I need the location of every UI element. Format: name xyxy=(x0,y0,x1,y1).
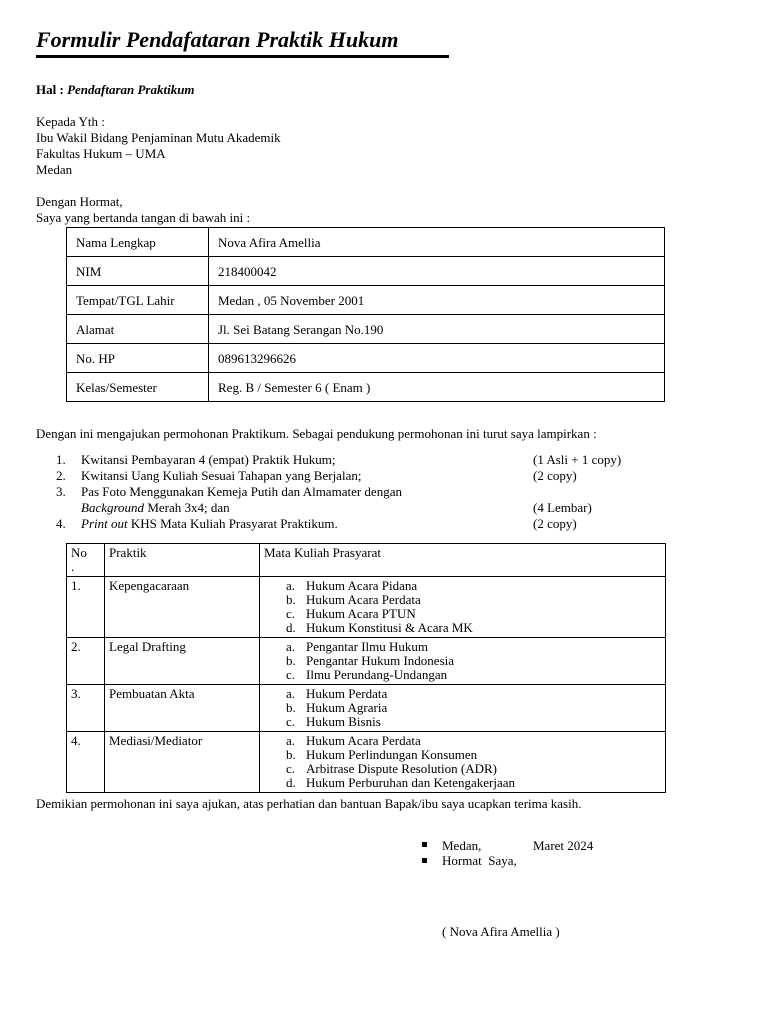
list-letter: b. xyxy=(286,747,296,762)
table-row xyxy=(67,685,666,732)
list-item xyxy=(264,668,665,682)
prerequisite-course: Hukum Agraria xyxy=(306,700,388,715)
praktik-number: 2. xyxy=(67,638,105,685)
list-letter: c. xyxy=(286,761,296,776)
signature-place: Medan, xyxy=(442,838,482,853)
prerequisite-course: Hukum Bisnis xyxy=(306,714,381,729)
closing-text: Demikian permohonan ini saya ajukan, atas perhatian dan bantuan Bapak/ibu saya ucapkan terima kasih. xyxy=(36,796,582,811)
praktik-number: 3. xyxy=(67,685,105,732)
salutation: Dengan Hormat, xyxy=(36,194,123,209)
page-title: Formulir Pendafataran Praktik Hukum xyxy=(36,27,399,52)
list-item xyxy=(264,607,665,621)
recipient-line: Medan xyxy=(36,162,73,177)
table-row xyxy=(67,373,665,402)
subject-value: Pendaftaran Praktikum xyxy=(67,82,195,97)
attachment-count: (2 copy) xyxy=(533,468,577,483)
praktik-name: Kepengacaraan xyxy=(105,577,260,638)
attachment-text-italic: Print out xyxy=(81,516,128,531)
prerequisite-list xyxy=(260,577,666,638)
prerequisite-course: Hukum Acara Perdata xyxy=(306,592,421,607)
table-row xyxy=(67,344,665,373)
praktik-number: 1. xyxy=(67,577,105,638)
signature-regards: Hormat Saya, xyxy=(442,853,517,868)
signer-name: Nova Afira Amellia xyxy=(449,924,553,939)
list-letter: b. xyxy=(286,592,296,607)
list-letter: c. xyxy=(286,667,296,682)
list-letter: d. xyxy=(286,620,296,635)
attachment-text: Merah 3x4; dan xyxy=(144,500,230,515)
prerequisite-course: Hukum Acara PTUN xyxy=(306,606,416,621)
prerequisite-course: Hukum Konstitusi & Acara MK xyxy=(306,620,473,635)
bullet-icon xyxy=(422,842,427,847)
attachment-text: Kwitansi Uang Kuliah Sesuai Tahapan yang Berjalan; xyxy=(81,468,362,483)
identity-value: Jl. Sei Batang Serangan No.190 xyxy=(209,315,665,344)
identity-table xyxy=(66,227,665,402)
list-item xyxy=(264,762,665,776)
attachment-text-italic: Background xyxy=(81,500,145,515)
attachment-number: 1. xyxy=(56,452,66,467)
prerequisite-course: Pengantar Hukum Indonesia xyxy=(306,653,455,668)
list-letter: c. xyxy=(286,714,296,729)
prerequisite-course: Ilmu Perundang-Undangan xyxy=(306,667,448,682)
identity-label: No. HP xyxy=(67,344,209,373)
list-letter: a. xyxy=(286,578,296,593)
praktik-name: Legal Drafting xyxy=(105,638,260,685)
prerequisite-course: Hukum Perburuhan dan Ketengakerjaan xyxy=(306,775,516,790)
list-letter: d. xyxy=(286,775,296,790)
title-underline xyxy=(36,55,449,58)
attachment-number: 4. xyxy=(56,516,66,531)
column-header-mata-kuliah: Mata Kuliah Prasyarat xyxy=(260,544,666,577)
attachment-count: (1 Asli + 1 copy) xyxy=(533,452,622,467)
table-row xyxy=(67,638,666,685)
list-letter: c. xyxy=(286,606,296,621)
identity-value: Reg. B / Semester 6 ( Enam ) xyxy=(209,373,665,402)
intro-text: Saya yang bertanda tangan di bawah ini : xyxy=(36,210,251,225)
list-item xyxy=(264,701,665,715)
list-letter: a. xyxy=(286,639,296,654)
prerequisite-list xyxy=(260,732,666,793)
prerequisite-course: Arbitrase Dispute Resolution (ADR) xyxy=(306,761,498,776)
identity-value: 089613296626 xyxy=(209,344,665,373)
list-letter: b. xyxy=(286,653,296,668)
column-header-no: No . xyxy=(67,544,105,577)
recipient-greeting: Kepada Yth : xyxy=(36,114,105,129)
praktik-name: Pembuatan Akta xyxy=(105,685,260,732)
list-item xyxy=(264,715,665,729)
list-item xyxy=(264,579,665,593)
attachment-text: Kwitansi Pembayaran 4 (empat) Praktik Hukum; xyxy=(81,452,336,467)
prerequisite-course: Hukum Perdata xyxy=(306,686,388,701)
list-item xyxy=(264,748,665,762)
prerequisite-course: Pengantar Ilmu Hukum xyxy=(306,639,429,654)
attachment-count: (2 copy) xyxy=(533,516,577,531)
table-row xyxy=(67,577,666,638)
signature-name-line: ( Nova Afira Amellia ) xyxy=(442,924,560,939)
table-row xyxy=(67,732,666,793)
attachment-number: 2. xyxy=(56,468,66,483)
attachment-number: 3. xyxy=(56,484,66,499)
prerequisite-course: Hukum Acara Pidana xyxy=(306,578,418,593)
subject-label: Hal : xyxy=(36,82,64,97)
attachment-text: Pas Foto Menggunakan Kemeja Putih dan Almamater dengan xyxy=(81,484,402,499)
identity-label: NIM xyxy=(67,257,209,286)
prerequisite-list xyxy=(260,685,666,732)
table-row xyxy=(67,257,665,286)
recipient-line: Ibu Wakil Bidang Penjaminan Mutu Akademik xyxy=(36,130,281,145)
request-text: Dengan ini mengajukan permohonan Praktikum. Sebagai pendukung permohonan ini turut saya lampirkan : xyxy=(36,426,597,441)
bullet-icon xyxy=(422,858,427,863)
identity-value: 218400042 xyxy=(209,257,665,286)
list-item xyxy=(264,687,665,701)
praktik-number: 4. xyxy=(67,732,105,793)
list-item xyxy=(264,654,665,668)
prerequisite-list xyxy=(260,638,666,685)
recipient-line: Fakultas Hukum – UMA xyxy=(36,146,166,161)
identity-label: Nama Lengkap xyxy=(67,228,209,257)
table-row xyxy=(67,286,665,315)
list-item xyxy=(264,640,665,654)
praktik-name: Mediasi/Mediator xyxy=(105,732,260,793)
table-row xyxy=(67,228,665,257)
column-header-praktik: Praktik xyxy=(105,544,260,577)
list-item xyxy=(264,776,665,790)
identity-label: Alamat xyxy=(67,315,209,344)
prerequisite-course: Hukum Perlindungan Konsumen xyxy=(306,747,478,762)
table-header-row xyxy=(67,544,666,577)
praktik-table xyxy=(66,543,666,793)
list-item xyxy=(264,734,665,748)
list-item xyxy=(264,593,665,607)
list-item xyxy=(264,621,665,635)
signature-date: Maret 2024 xyxy=(533,838,594,853)
identity-value: Nova Afira Amellia xyxy=(209,228,665,257)
identity-value: Medan , 05 November 2001 xyxy=(209,286,665,315)
table-row xyxy=(67,315,665,344)
attachment-count: (4 Lembar) xyxy=(533,500,592,515)
list-letter: b. xyxy=(286,700,296,715)
attachment-text: KHS Mata Kuliah Prasyarat Praktikum. xyxy=(127,516,338,531)
list-letter: a. xyxy=(286,733,296,748)
identity-label: Kelas/Semester xyxy=(67,373,209,402)
identity-label: Tempat/TGL Lahir xyxy=(67,286,209,315)
prerequisite-course: Hukum Acara Perdata xyxy=(306,733,421,748)
list-letter: a. xyxy=(286,686,296,701)
subject-line xyxy=(36,83,195,96)
